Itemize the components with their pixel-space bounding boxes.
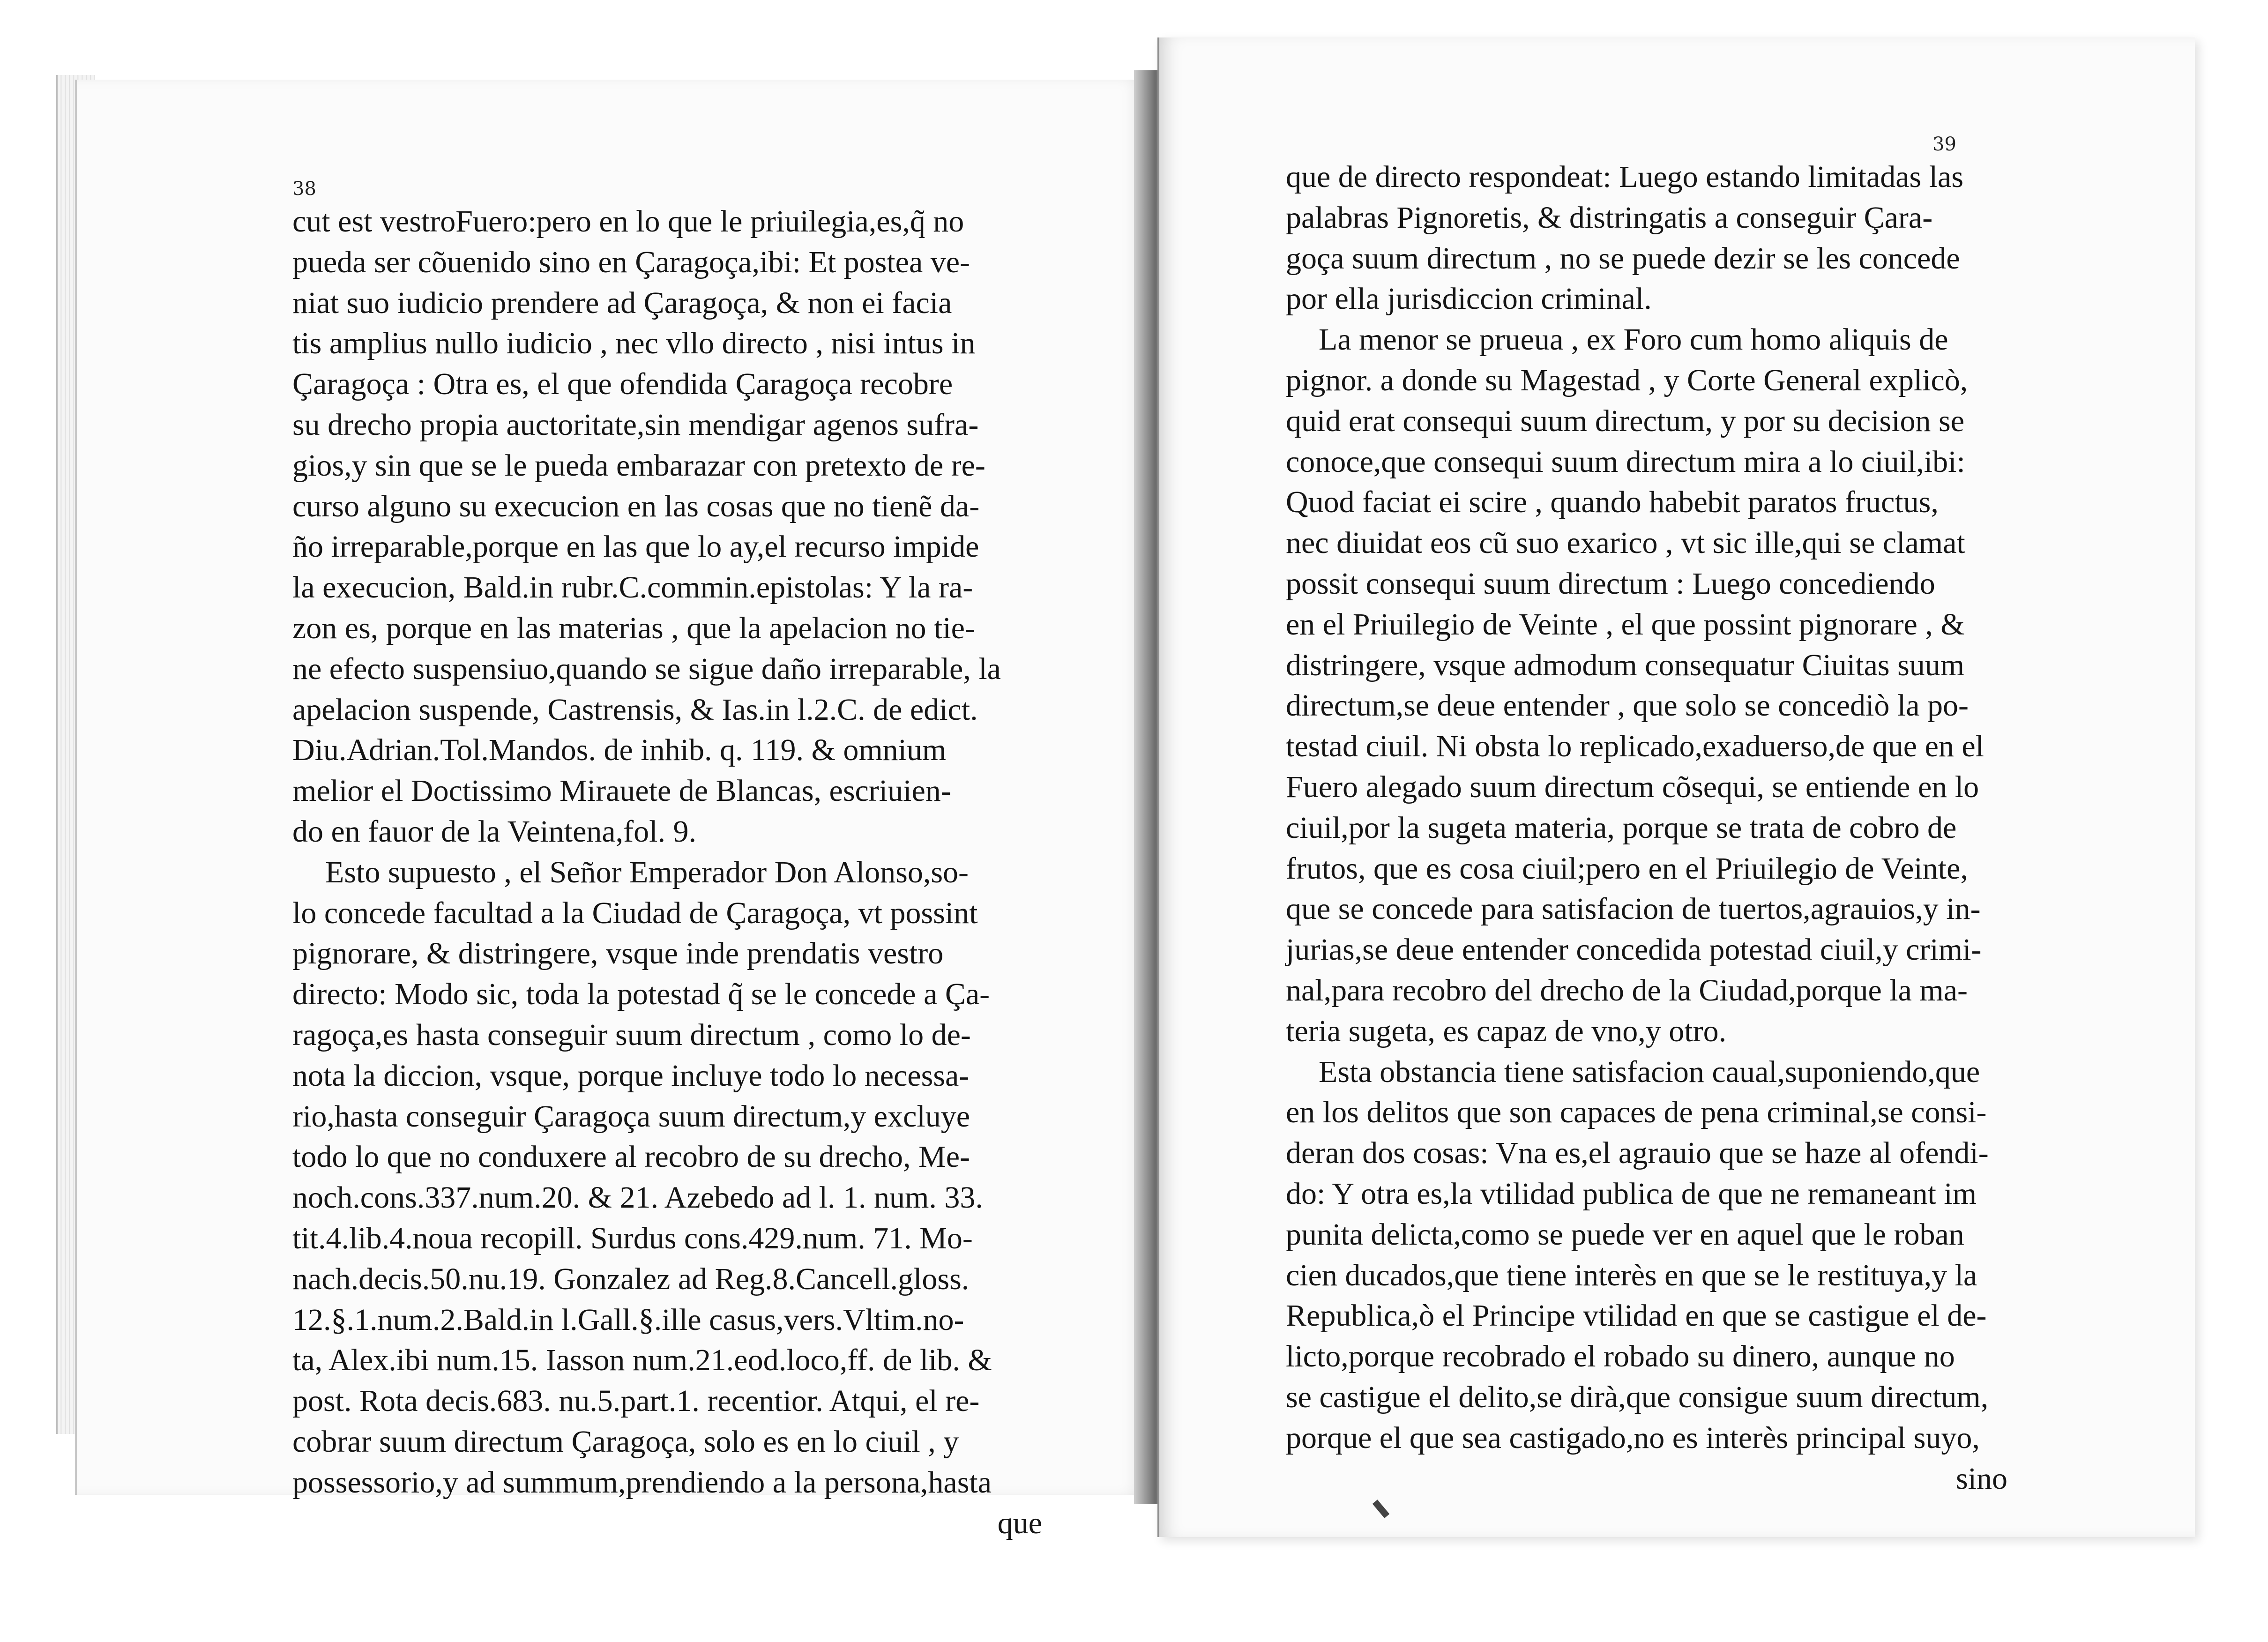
text-line: licto,porque recobrado el robado su dinero, aunque no	[1286, 1339, 1955, 1374]
text-line: deran dos cosas: Vna es,el agrauio que se haze al ofendi-	[1286, 1136, 1989, 1171]
text-line: su drecho propia auctoritate,sin mendigar agenos sufra-	[292, 407, 979, 442]
text-line: se castigue el delito,se dirà,que consigue suum directum,	[1286, 1380, 1989, 1414]
text-line: por ella jurisdiccion criminal.	[1286, 282, 1652, 316]
text-line: pueda ser cõuenido sino en Çaragoça,ibi: Et postea ve-	[292, 245, 970, 279]
text-line: 12.§.1.num.2.Bald.in l.Gall.§.ille casus,vers.Vltim.no-	[292, 1302, 964, 1337]
text-line: Esto supuesto , el Señor Emperador Don Alonso,so-	[325, 855, 969, 889]
text-line: niat suo iudicio prendere ad Çaragoça, & non ei facia	[292, 285, 952, 320]
page-number-right: 39	[1932, 134, 1956, 155]
text-line: ciuil,por la sugeta materia, porque se trata de cobro de	[1286, 810, 1957, 845]
text-line: Quod faciat ei scire , quando habebit paratos fructus,	[1286, 485, 1939, 520]
text-line: Esta obstancia tiene satisfacion caual,suponiendo,que	[1319, 1054, 1980, 1089]
text-line: curso alguno su execucion en las cosas que no tienẽ da-	[292, 489, 980, 523]
text-line: lo concede facultad a la Ciudad de Çaragoça, vt possint	[292, 896, 978, 930]
text-line: possit consequi suum directum : Luego concediendo	[1286, 566, 1935, 601]
text-line: conoce,que consequi suum directum mira a lo ciuil,ibi:	[1286, 444, 1965, 479]
text-line: frutos, que es cosa ciuil;pero en el Priuilegio de Veinte,	[1286, 851, 1968, 886]
text-line: La menor se prueua , ex Foro cum homo aliquis de	[1319, 322, 1948, 357]
text-line: Republica,ò el Principe vtilidad en que se castigue el de-	[1286, 1299, 1987, 1333]
text-line: en el Priuilegio de Veinte , el que possint pignorare , &	[1286, 607, 1965, 642]
text-line: punita delicta,como se puede ver en aquel que le roban	[1286, 1217, 1964, 1252]
text-line: directum,se deue entender , que solo se concediò la po-	[1286, 688, 1969, 723]
left-page	[75, 80, 1148, 1540]
text-line: nec diuidat eos cũ suo exarico , vt sic ille,qui se clamat	[1286, 526, 1965, 560]
text-line: en los delitos que son capaces de pena criminal,se consi-	[1286, 1095, 1987, 1130]
text-line: ta, Alex.ibi num.15. Iasson num.21.eod.loco,ff. de lib. &	[292, 1343, 992, 1378]
text-line: testad ciuil. Ni obsta lo replicado,exaduerso,de que en el	[1286, 729, 1984, 764]
text-line: cobrar suum directum Çaragoça, solo es en lo ciuil , y	[292, 1424, 959, 1459]
text-line: do: Y otra es,la vtilidad publica de que ne remaneant im	[1286, 1176, 1977, 1211]
text-line: goça suum directum , no se puede dezir se les concede	[1286, 241, 1960, 276]
text-line: pignor. a donde su Magestad , y Corte General explicò,	[1286, 363, 1968, 397]
text-line: directo: Modo sic, toda la potestad q̃ se le concede a Ça-	[292, 977, 990, 1012]
text-line: do en fauor de la Veintena,fol. 9.	[292, 814, 696, 849]
text-line: pignorare, & distringere, vsque inde prendatis vestro	[292, 936, 944, 971]
text-line: melior el Doctissimo Mirauete de Blancas, escriuien-	[292, 774, 951, 808]
text-line: quid erat consequi suum directum, y por su decision se	[1286, 403, 1965, 438]
text-line: Fuero alegado suum directum cõsequi, se entiende en lo	[1286, 769, 1979, 804]
text-line: nota la diccion, vsque, porque incluye todo lo necessa-	[292, 1058, 970, 1093]
text-line: cut est vestroFuero:pero en lo que le priuilegia,es,q̃ no	[292, 204, 964, 239]
text-line: todo lo que no conduxere al recobro de su drecho, Me-	[292, 1140, 970, 1174]
text-line: tis amplius nullo iudicio , nec vllo directo , nisi intus in	[292, 326, 976, 361]
text-line: nal,para recobro del drecho de la Ciudad,porque la ma-	[1286, 973, 1968, 1008]
text-line: possessorio,y ad summum,prendiendo a la persona,hasta	[292, 1465, 992, 1500]
text-line: Diu.Adrian.Tol.Mandos. de inhib. q. 119. & omnium	[292, 733, 947, 768]
text-line: cien ducados,que tiene interès en que se le restituya,y la	[1286, 1258, 1977, 1292]
text-line: post. Rota decis.683. nu.5.part.1. recentior. Atqui, el re-	[292, 1384, 980, 1418]
text-line: que de directo respondeat: Luego estando limitadas las	[1286, 160, 1964, 194]
text-line: palabras Pignoretis, & distringatis a conseguir Çara-	[1286, 200, 1933, 235]
text-line: distringere, vsque admodum consequatur Ciuitas suum	[1286, 648, 1965, 682]
text-line: jurias,se deue entender concedida potestad ciuil,y crimi-	[1286, 933, 1982, 967]
text-line: zon es, porque en las materias , que la apelacion no tie-	[292, 611, 975, 645]
right-page-text	[1286, 157, 2036, 1499]
text-line: que se concede para satisfacion de tuertos,agrauios,y in-	[1286, 892, 1981, 926]
left-page-text	[292, 202, 1070, 1544]
text-line: nach.decis.50.nu.19. Gonzalez ad Reg.8.Cancell.gloss.	[292, 1261, 970, 1296]
text-line: apelacion suspende, Castrensis, & Ias.in l.2.C. de edict.	[292, 692, 978, 727]
right-page	[1157, 37, 2195, 1537]
text-line: Çaragoça : Otra es, el que ofendida Çaragoça recobre	[292, 367, 953, 402]
text-line: ño irreparable,porque en las que lo ay,el recurso impide	[292, 530, 979, 564]
text-line: noch.cons.337.num.20. & 21. Azebedo ad l. 1. num. 33.	[292, 1180, 983, 1215]
catchword: que	[997, 1506, 1042, 1540]
catchword: sino	[1955, 1461, 2007, 1496]
text-line: ragoça,es hasta conseguir suum directum , como lo de-	[292, 1017, 971, 1052]
text-line: ne efecto suspensiuo,quando se sigue daño irreparable, la	[292, 651, 1001, 686]
text-line: rio,hasta conseguir Çaragoça suum directum,y excluye	[292, 1099, 970, 1134]
page-number-left: 38	[292, 178, 316, 200]
text-line: gios,y sin que se le pueda embarazar con pretexto de re-	[292, 448, 985, 483]
text-line: tit.4.lib.4.noua recopill. Surdus cons.429.num. 71. Mo-	[292, 1221, 973, 1255]
text-line: porque el que sea castigado,no es interès principal suyo,	[1286, 1420, 1980, 1455]
text-line: teria sugeta, es capaz de vno,y otro.	[1286, 1014, 1727, 1048]
text-line: la execucion, Bald.in rubr.C.commin.epistolas: Y la ra-	[292, 570, 973, 605]
